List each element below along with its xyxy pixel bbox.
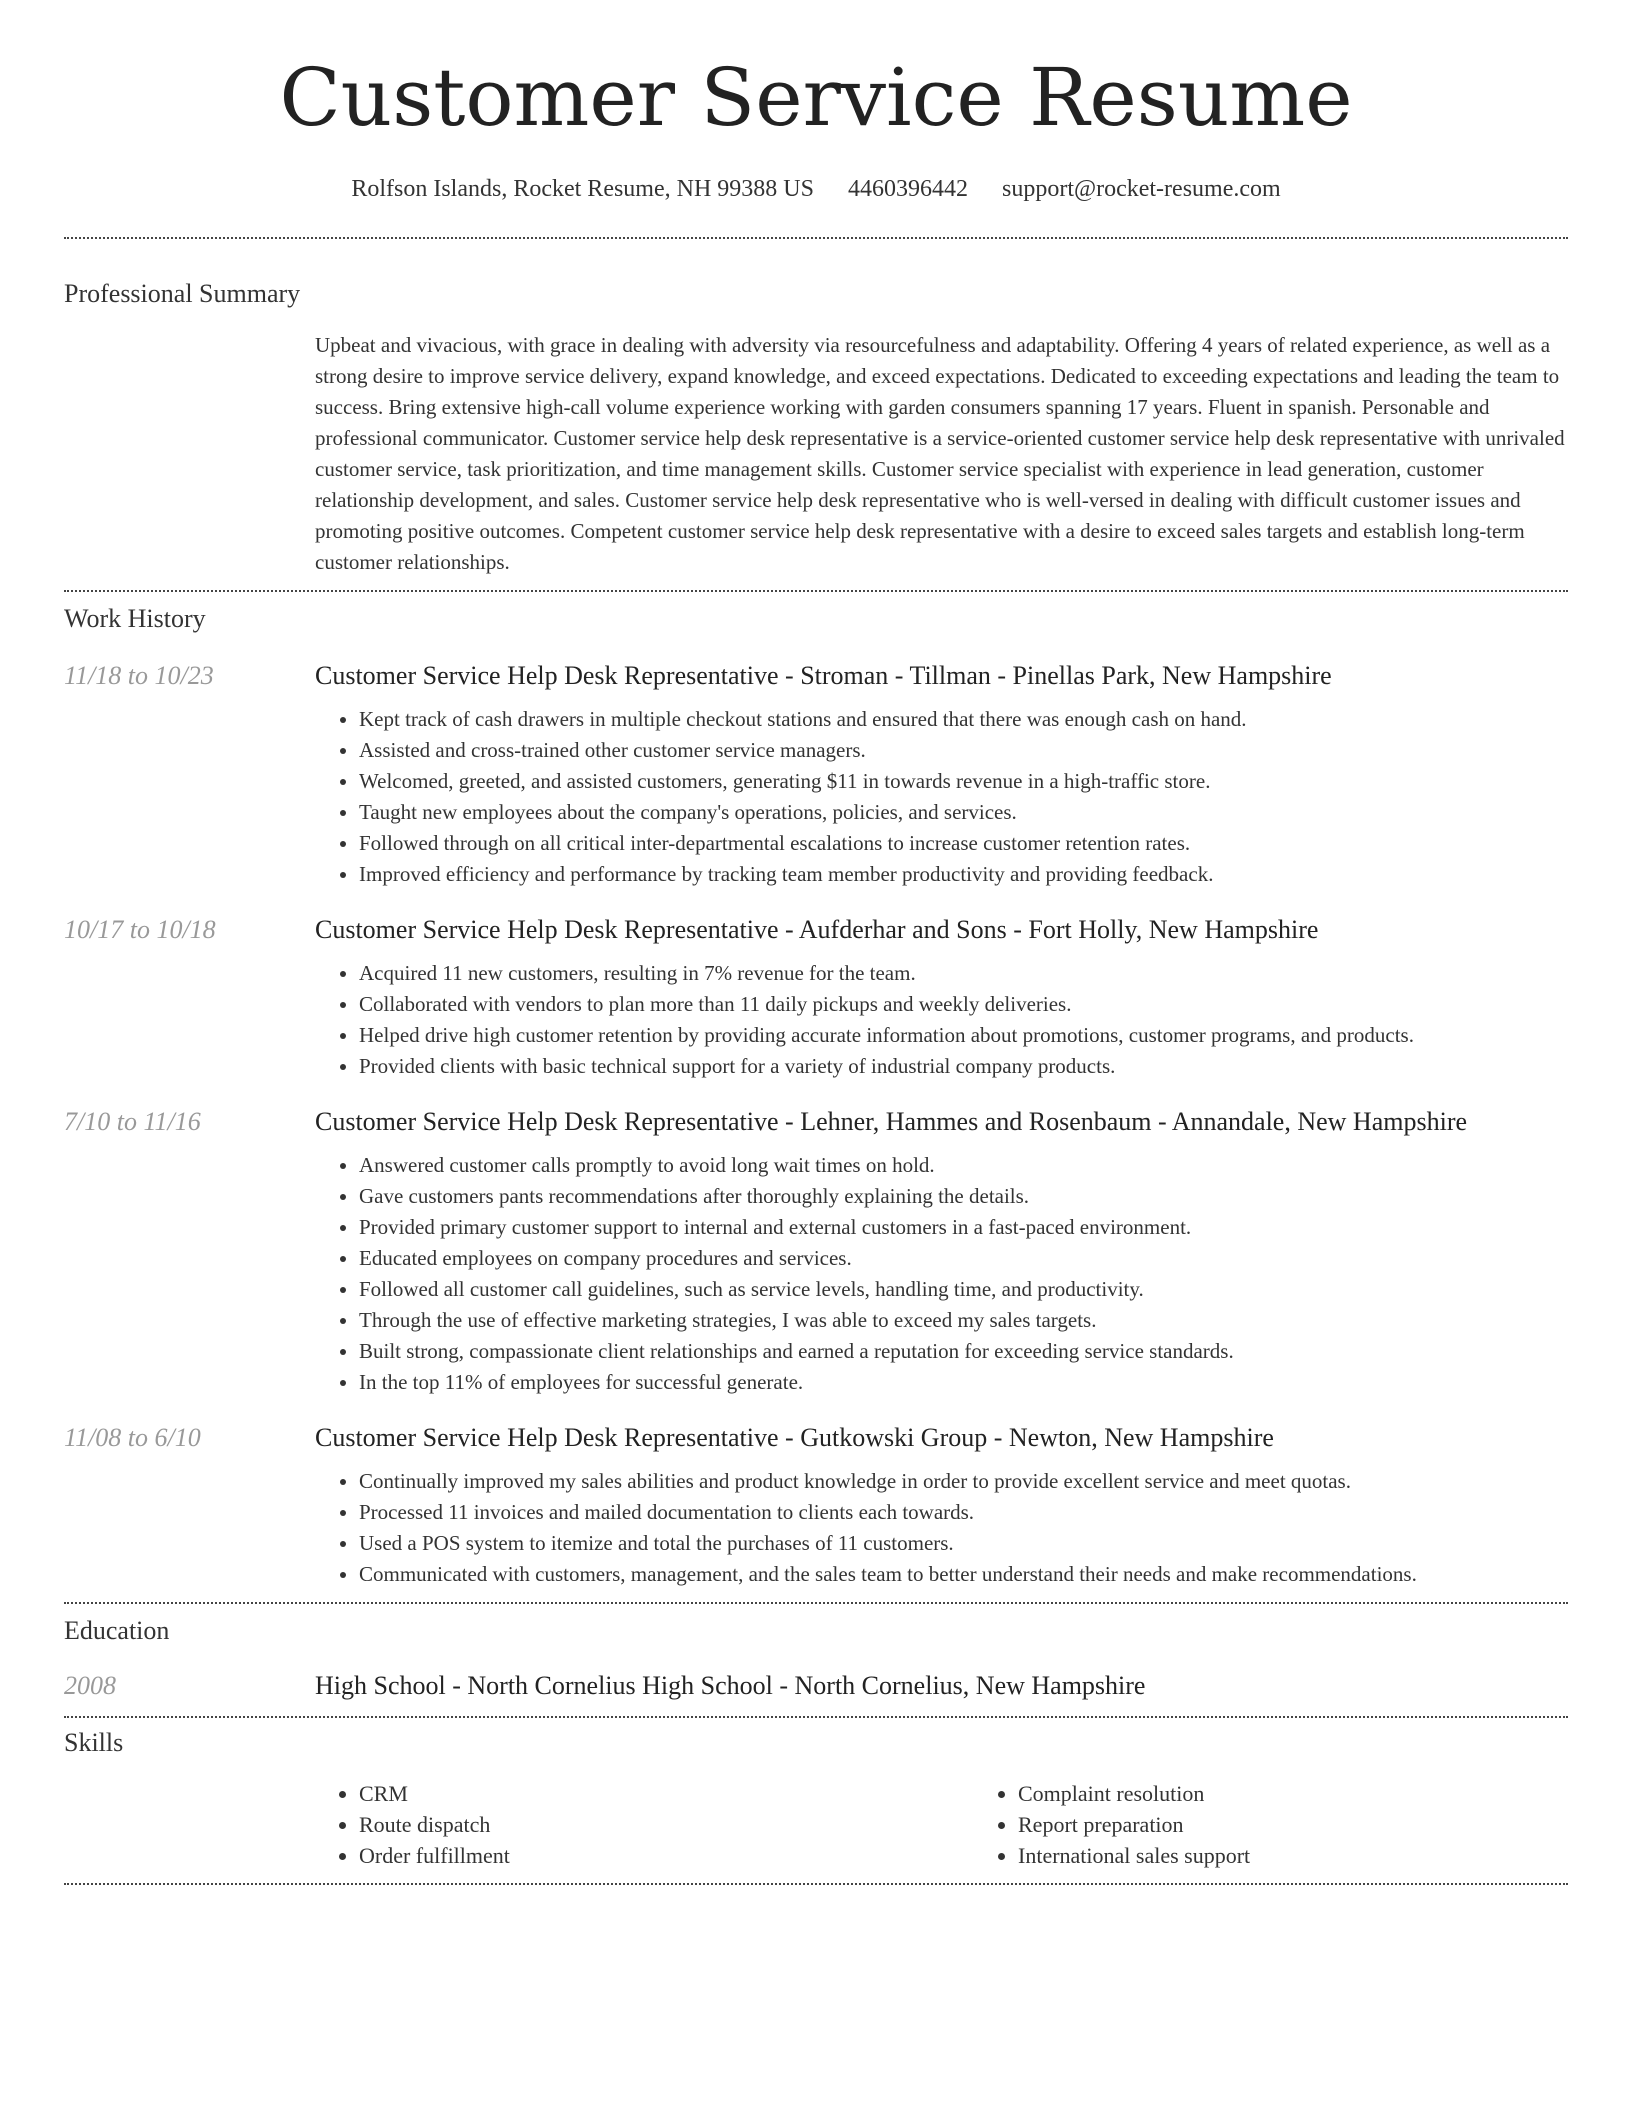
job-dates: 10/17 to 10/18 [64,915,216,944]
job-dates: 7/10 to 11/16 [64,1107,201,1136]
job-title: Customer Service Help Desk Representative - Lehner, Hammes and Rosenbaum - Annandale, New Hampshire [315,1107,1468,1136]
skills-section [64,1718,1568,1871]
summary-heading: Professional Summary [64,279,301,308]
summary-section [64,239,1568,578]
job-entry [64,658,1568,890]
skills-list-left [315,1778,974,1871]
list-item: • Continually improved my sales abilities and product knowledge in order to provide excellent service and meet quotas. [359,1466,1568,1497]
list-item: • Through the use of effective marketing strategies, I was able to exceed my sales targets. [359,1305,1568,1336]
divider [64,1883,1568,1885]
list-item: • Collaborated with vendors to plan more than 11 daily pickups and weekly deliveries. [359,989,1568,1020]
skill-item: • International sales support [1018,1840,1632,1871]
summary-text: Upbeat and vivacious, with grace in dealing with adversity via resourcefulness and adaptability. Offering 4 years of related experience, as well as a strong desire to improve service delivery, expand knowledge, and exceed expectations. Dedicated to exceeding expectations and leading the team to success. Bring extensive high-call volume experience working with garden consumers spanning 17 years. Fluent in spanish. Personable and professional communicator. Customer service help desk representative is a service-oriented customer service help desk representative with unrivaled customer service, task prioritization, and time management skills. Customer service specialist with experience in lead generation, customer relationship development, and sales. Customer service help desk representative who is well-versed in dealing with difficult customer issues and promoting positive outcomes. Competent customer service help desk representative with a desire to exceed sales targets and establish long-term customer relationships. [315,333,1565,574]
list-item: • In the top 11% of employees for successful generate. [359,1367,1568,1398]
list-item: • Built strong, compassionate client relationships and earned a reputation for exceeding service standards. [359,1336,1568,1367]
job-dates: 11/08 to 6/10 [64,1423,201,1452]
skill-item: • Order fulfillment [359,1840,974,1871]
skill-item: • CRM [359,1778,974,1809]
job-bullets [315,1466,1568,1590]
list-item: • Acquired 11 new customers, resulting in 7% revenue for the team. [359,958,1568,989]
work-history-heading: Work History [64,604,206,633]
education-year: 2008 [64,1671,116,1700]
list-item: • Communicated with customers, management, and the sales team to better understand their needs and make recommendations. [359,1559,1568,1590]
job-dates: 11/18 to 10/23 [64,661,214,690]
skills-heading: Skills [64,1728,124,1757]
job-entry [64,1104,1568,1398]
address-text: Rolfson Islands, Rocket Resume, NH 99388 US [351,176,814,202]
skill-item: • Route dispatch [359,1809,974,1840]
work-history-section [64,592,1568,1590]
job-title: Customer Service Help Desk Representative - Gutkowski Group - Newton, New Hampshire [315,1423,1274,1452]
list-item: • Taught new employees about the company's operations, policies, and services. [359,797,1568,828]
list-item: • Provided primary customer support to internal and external customers in a fast-paced environment. [359,1212,1568,1243]
list-item: • Helped drive high customer retention by providing accurate information about promotions, customer programs, and products. [359,1020,1568,1051]
list-item: • Processed 11 invoices and mailed documentation to clients each towards. [359,1497,1568,1528]
job-title: Customer Service Help Desk Representative - Aufderhar and Sons - Fort Holly, New Hampshire [315,915,1319,944]
education-entry: High School - North Cornelius High School - North Cornelius, New Hampshire [315,1671,1146,1700]
education-heading: Education [64,1616,170,1645]
job-bullets [315,958,1568,1082]
job-title: Customer Service Help Desk Representative - Stroman - Tillman - Pinellas Park, New Hampshire [315,661,1332,690]
contact-line [0,176,1632,203]
list-item: • Kept track of cash drawers in multiple checkout stations and ensured that there was enough cash on hand. [359,704,1568,735]
list-item: • Assisted and cross-trained other customer service managers. [359,735,1568,766]
job-bullets [315,704,1568,890]
list-item: • Improved efficiency and performance by tracking team member productivity and providing feedback. [359,859,1568,890]
list-item: • Gave customers pants recommendations after thoroughly explaining the details. [359,1181,1568,1212]
job-bullets [315,1150,1568,1398]
skills-list-right [974,1778,1632,1871]
page-title: Customer Service Resume [279,51,1353,144]
list-item: • Welcomed, greeted, and assisted customers, generating $11 in towards revenue in a high-traffic store. [359,766,1568,797]
list-item: • Followed all customer call guidelines, such as service levels, handling time, and productivity. [359,1274,1568,1305]
job-entry [64,1420,1568,1590]
list-item: • Followed through on all critical inter-departmental escalations to increase customer retention rates. [359,828,1568,859]
education-section [64,1604,1568,1704]
list-item: • Answered customer calls promptly to avoid long wait times on hold. [359,1150,1568,1181]
phone-text: 4460396442 [847,176,968,202]
list-item: • Educated employees on company procedures and services. [359,1243,1568,1274]
list-item: • Provided clients with basic technical support for a variety of industrial company products. [359,1051,1568,1082]
resume-header [0,0,1632,203]
list-item: • Used a POS system to itemize and total the purchases of 11 customers. [359,1528,1568,1559]
skill-item: • Report preparation [1018,1809,1632,1840]
skill-item: • Complaint resolution [1018,1778,1632,1809]
job-entry [64,912,1568,1082]
email-text: support@rocket-resume.com [1001,176,1281,202]
